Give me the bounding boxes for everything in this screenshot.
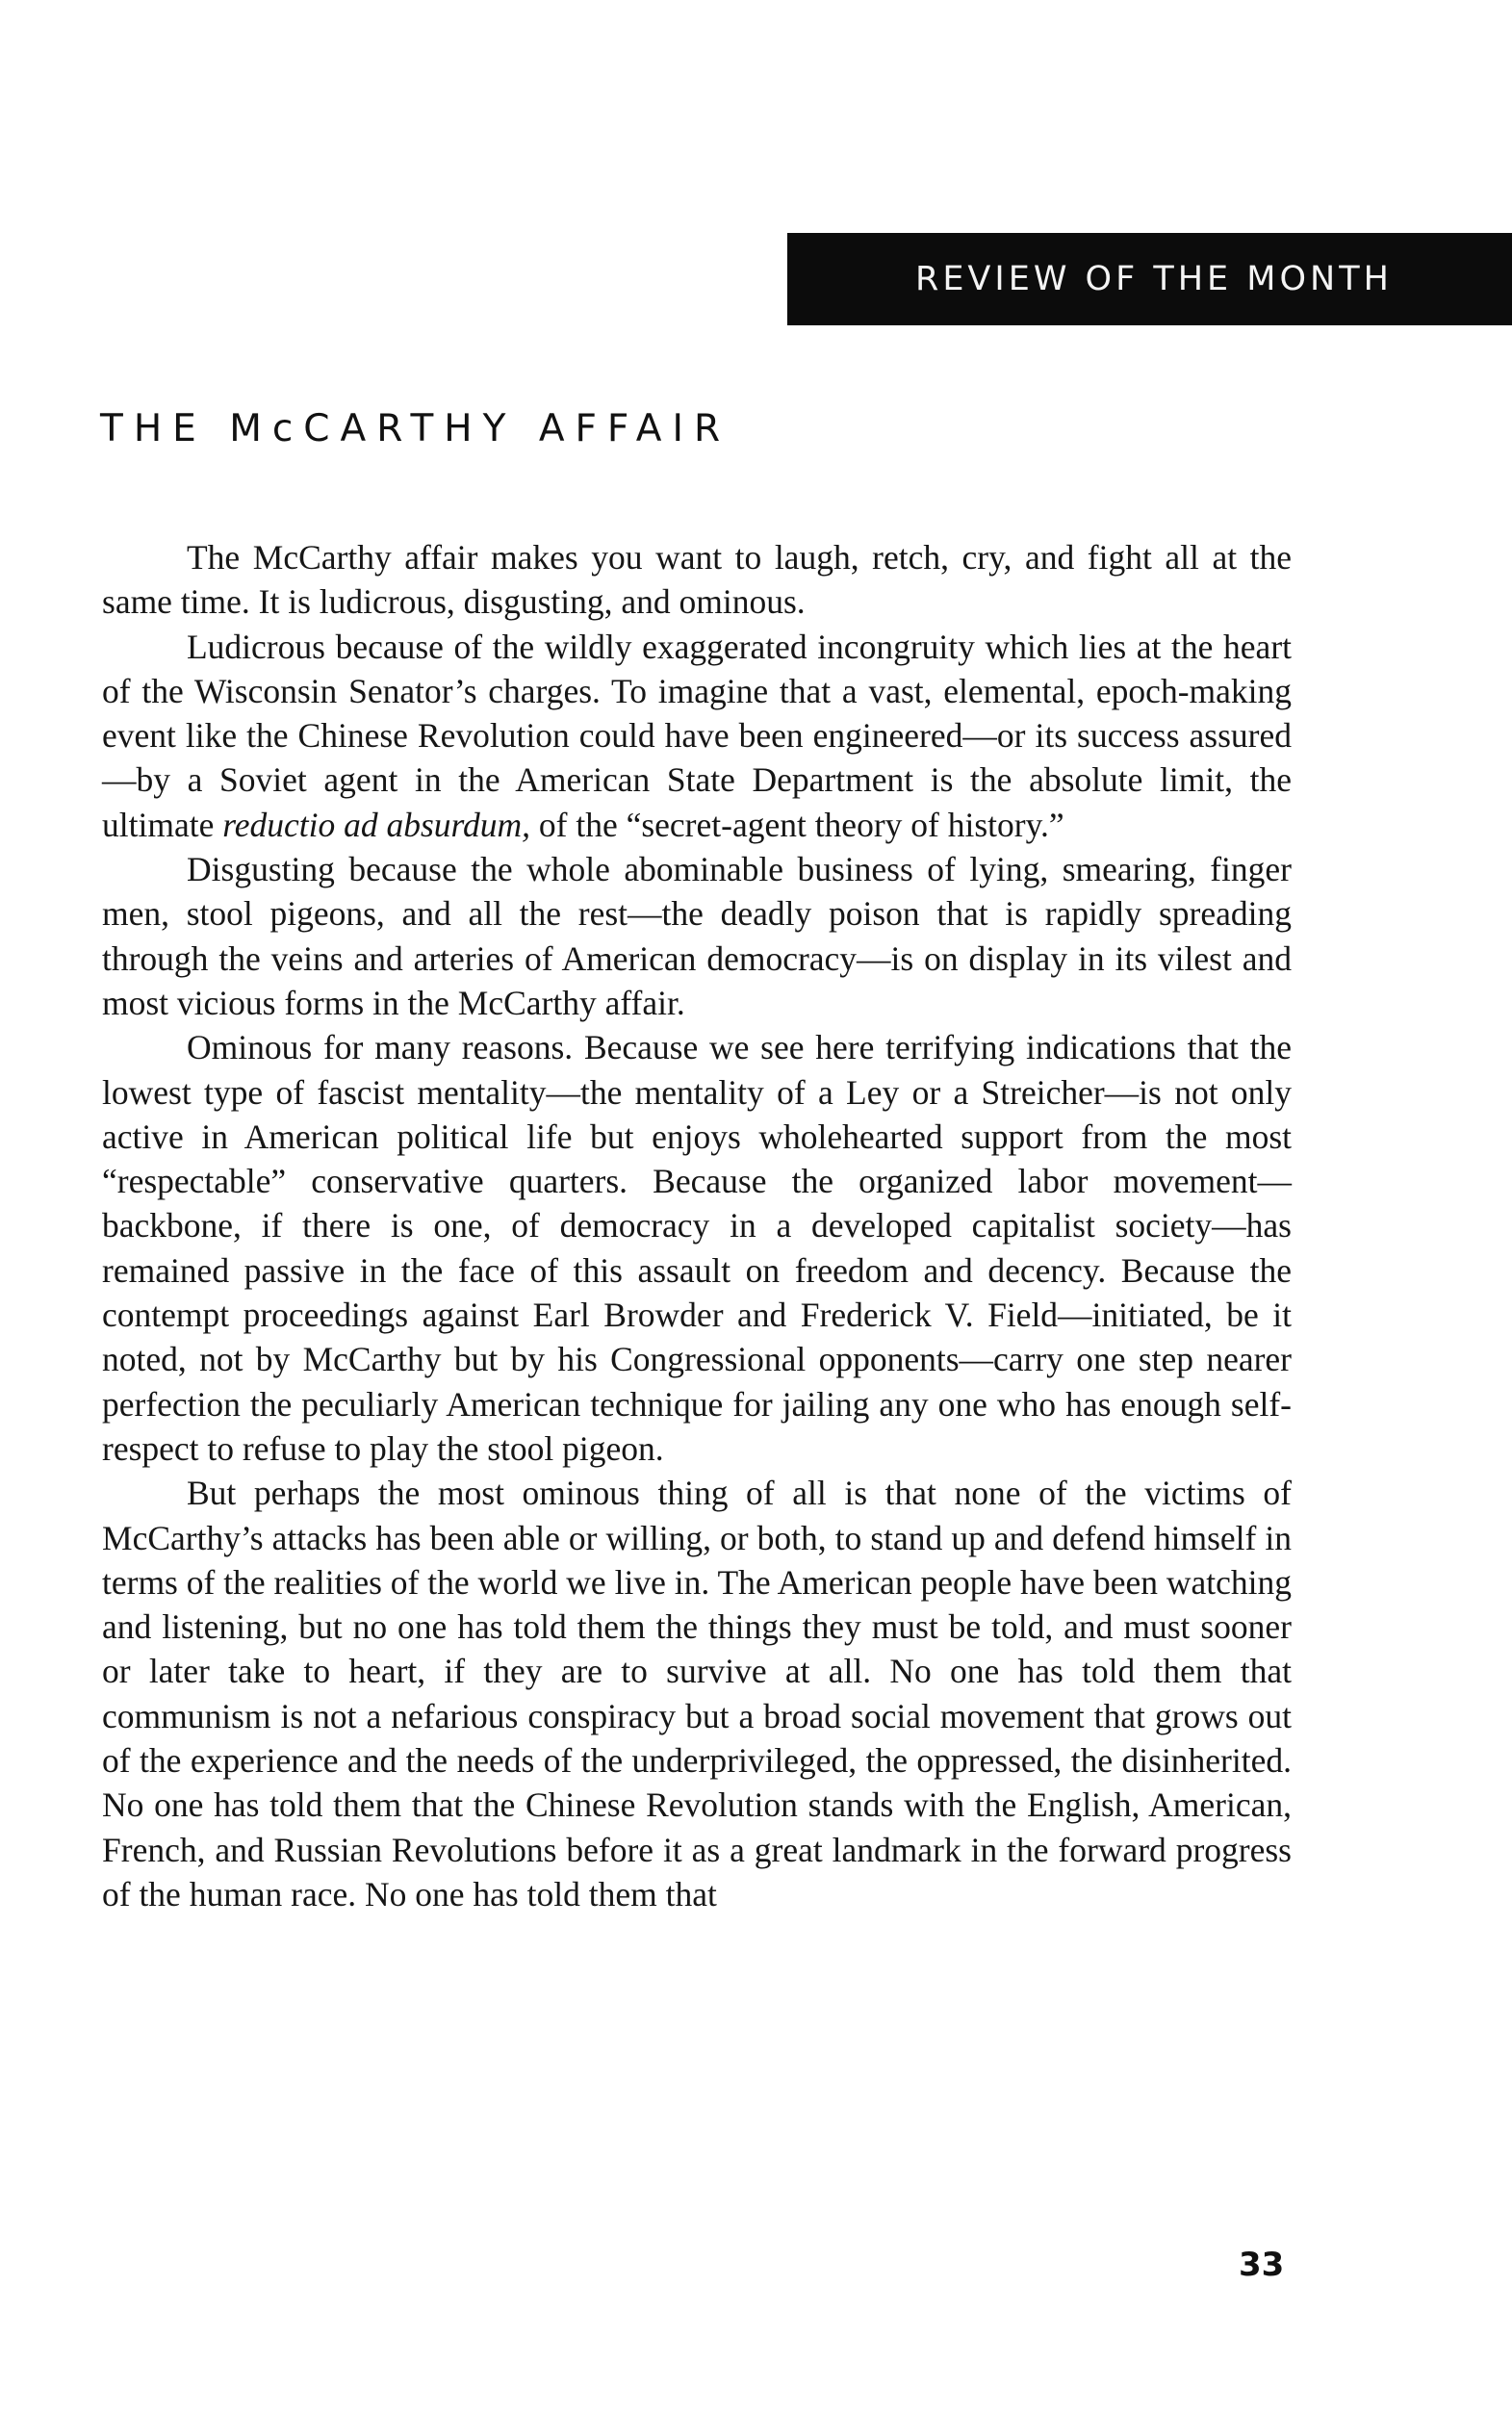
paragraph-2-before: Ludicrous because of the wildly exaggerated incongruity which lies at the heart of the Wisconsin Senator’s charges. To imagine that a vast, elemental, epoch-making event like the Chinese Revolution could have been engineered—or its success assured—by a Soviet agent in the American State Department is the absolute limit, the ultimate: [102, 627, 1292, 844]
latin-phrase: reductio ad absurdum,: [222, 805, 531, 844]
paragraph-1: The McCarthy affair makes you want to laugh, retch, cry, and fight all at the same time. It is ludicrous, disgusting, and ominous.: [102, 538, 1292, 622]
article-body: [102, 535, 1292, 1916]
article-title: THE McCARTHY AFFAIR: [100, 407, 731, 450]
section-banner: [787, 233, 1512, 325]
paragraph-2: [102, 625, 1292, 847]
section-label: REVIEW OF THE MONTH: [915, 260, 1393, 298]
paragraph-4: Ominous for many reasons. Because we see here terrifying indications that the lowest type of fascist mentality—the mentality of a Ley or a Streicher—is not only active in American political life but enjoys wholehearted support from the most “respectable” conservative quarters. Because the organized labor movement—backbone, if there is one, of democracy in a developed capitalist society—has remained passive in the face of this assault on freedom and decency. Because the contempt proceedings against Earl Browder and Frederick V. Field—initiated, be it noted, not by McCarthy but by his Congressional opponents—carry one step nearer perfection the peculiarly American technique for jailing any one who has enough self-respect to refuse to play the stool pigeon.: [102, 1028, 1292, 1468]
paragraph-3: Disgusting because the whole abominable business of lying, smearing, finger men, stool pigeons, and all the rest—the deadly poison that is rapidly spreading through the veins and arteries of American democracy—is on display in its vilest and most vicious forms in the McCarthy affair.: [102, 850, 1292, 1022]
paragraph-5: But perhaps the most ominous thing of all is that none of the victims of McCarthy’s attacks has been able or willing, or both, to stand up and defend himself in terms of the realities of the world we live in. The American people have been watching and listening, but no one has told them the things they must be told, and must sooner or later take to heart, if they are to survive at all. No one has told them that communism is not a nefarious conspiracy but a broad social movement that grows out of the experience and the needs of the underprivileged, the oppressed, the disinherited. No one has told them that the Chinese Revolution stands with the English, American, French, and Russian Revolutions before it as a great landmark in the forward progress of the human race. No one has told them that: [102, 1474, 1292, 1913]
page-number: 33: [1239, 2246, 1285, 2284]
paragraph-2-after: of the “secret-agent theory of history.”: [530, 805, 1064, 844]
